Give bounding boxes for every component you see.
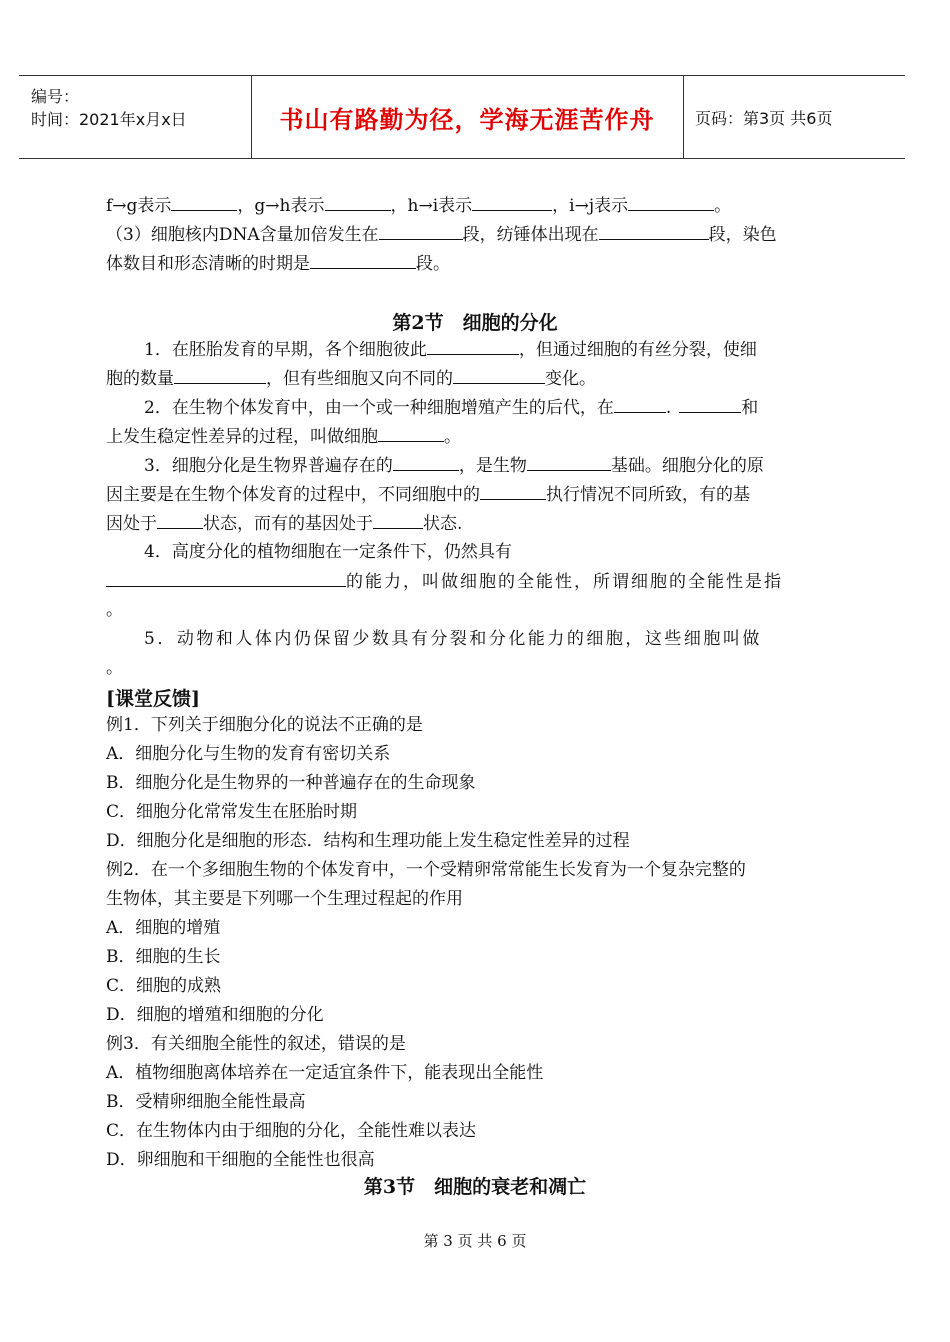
option-line: D．细胞的增殖和细胞的分化 <box>106 1005 324 1025</box>
text-segment: 因处于 <box>106 514 157 534</box>
header-page-code: 页码：第3页 共6页 <box>695 108 833 128</box>
header-left-cell <box>19 76 252 158</box>
text-line <box>106 251 846 276</box>
option-line: A．细胞的增殖 <box>106 918 221 938</box>
text-segment: 状态. <box>423 514 463 534</box>
answer-blank <box>427 337 519 355</box>
text-segment: 基础。细胞分化的原 <box>610 456 764 476</box>
answer-blank <box>325 193 391 211</box>
text-line <box>106 482 846 507</box>
section-3-title: 第3节 细胞的衰老和凋亡 <box>363 1176 587 1198</box>
text-segment: 上发生稳定性差异的过程，叫做细胞 <box>106 427 378 447</box>
text-segment: ，g→h表示 <box>237 196 325 216</box>
answer-blank <box>171 193 237 211</box>
text-line <box>106 569 846 594</box>
text-segment: 和 <box>741 398 759 418</box>
text-segment: . <box>665 398 672 418</box>
answer-blank <box>393 453 459 471</box>
text-segment: 体数目和形态清晰的时期是 <box>106 254 310 274</box>
text-segment: 因主要是在生物个体发育的过程中，不同细胞中的 <box>106 485 480 505</box>
text-line: 例2．在一个多细胞生物的个体发育中，一个受精卵常常能生长发育为一个复杂完整的 <box>106 860 746 880</box>
answer-blank <box>472 193 552 211</box>
text-segment: ，i→j表示 <box>552 196 629 216</box>
text-line <box>144 395 846 420</box>
section-2-title: 第2节 细胞的分化 <box>392 312 558 334</box>
answer-blank <box>527 453 611 471</box>
document-number-label: 编号： <box>31 87 80 106</box>
text-segment: 2．在生物个体发育中，由一个或一种细胞增殖产生的后代，在 <box>144 398 614 418</box>
text-segment: 变化。 <box>545 369 596 389</box>
text-segment: 段，染色 <box>708 225 777 245</box>
answer-blank <box>379 222 463 240</box>
option-line: A．植物细胞离体培养在一定适宜条件下，能表现出全能性 <box>106 1063 544 1083</box>
text-segment: 胞的数量 <box>106 369 174 389</box>
document-date-label: 时间：2021年x月x日 <box>31 110 187 129</box>
text-line: 。 <box>106 600 123 620</box>
text-line: 生物体，其主要是下列哪一个生理过程起的作用 <box>106 889 463 909</box>
text-segment: 3．细胞分化是生物界普遍存在的 <box>144 456 393 476</box>
option-line: C．细胞分化常常发生在胚胎时期 <box>106 802 358 822</box>
text-line: 例3．有关细胞全能性的叙述，错误的是 <box>106 1034 406 1054</box>
text-segment: 1．在胚胎发育的早期，各个细胞彼此 <box>144 340 427 360</box>
answer-blank <box>157 511 203 529</box>
text-segment: ，h→i表示 <box>390 196 473 216</box>
option-line: B．细胞分化是生物界的一种普遍存在的生命现象 <box>106 773 476 793</box>
text-segment: ，但通过细胞的有丝分裂，使细 <box>518 340 757 360</box>
answer-blank <box>378 424 444 442</box>
answer-blank <box>614 395 666 413</box>
text-segment: （3）细胞核内DNA含量加倍发生在 <box>106 225 379 245</box>
header-right-cell <box>683 76 905 158</box>
answer-blank <box>628 193 714 211</box>
option-line: B．受精卵细胞全能性最高 <box>106 1092 306 1112</box>
text-line: 。 <box>106 658 123 678</box>
option-line: A．细胞分化与生物的发育有密切关系 <box>106 744 391 764</box>
answer-blank <box>310 251 416 269</box>
text-line <box>106 511 846 536</box>
feedback-title: [课堂反馈] <box>106 688 200 710</box>
answer-blank <box>106 569 346 587</box>
text-line <box>106 424 846 449</box>
text-segment: 。 <box>714 196 732 216</box>
option-line: D．卵细胞和干细胞的全能性也很高 <box>106 1150 375 1170</box>
option-line: C．细胞的成熟 <box>106 976 222 996</box>
option-line: D．细胞分化是细胞的形态．结构和生理功能上发生稳定性差异的过程 <box>106 831 630 851</box>
text-line <box>144 337 846 362</box>
text-segment: 段。 <box>416 254 450 274</box>
option-line: B．细胞的生长 <box>106 947 221 967</box>
text-segment: 状态，而有的基因处于 <box>203 514 373 534</box>
text-segment: ，但有些细胞又向不同的 <box>266 369 453 389</box>
answer-blank <box>453 366 545 384</box>
text-line: 例1．下列关于细胞分化的说法不正确的是 <box>106 715 423 735</box>
text-segment: 。 <box>444 427 461 447</box>
text-line <box>106 222 846 247</box>
answer-blank <box>679 395 741 413</box>
text-segment: 段，纺锤体出现在 <box>462 225 599 245</box>
text-line: 5．动物和人体内仍保留少数具有分裂和分化能力的细胞，这些细胞叫做 <box>144 629 762 649</box>
text-line <box>106 366 846 391</box>
page-header <box>19 75 905 159</box>
text-line: 4．高度分化的植物细胞在一定条件下，仍然具有 <box>144 542 512 562</box>
text-segment: ，是生物 <box>458 456 527 476</box>
header-motto: 书山有路勤为径，学海无涯苦作舟 <box>279 105 655 134</box>
page-footer: 第 3 页 共 6 页 <box>423 1232 527 1250</box>
option-line: C．在生物体内由于细胞的分化，全能性难以表达 <box>106 1121 477 1141</box>
text-segment: 执行情况不同所致，有的基 <box>546 485 750 505</box>
text-line <box>106 193 846 218</box>
text-line <box>144 453 846 478</box>
answer-blank <box>174 366 266 384</box>
header-motto-cell <box>251 76 684 158</box>
answer-blank <box>599 222 709 240</box>
text-segment: 的能力，叫做细胞的全能性，所谓细胞的全能性是指 <box>346 572 783 592</box>
answer-blank <box>373 511 423 529</box>
answer-blank <box>480 482 546 500</box>
text-segment: f→g表示 <box>106 196 172 216</box>
